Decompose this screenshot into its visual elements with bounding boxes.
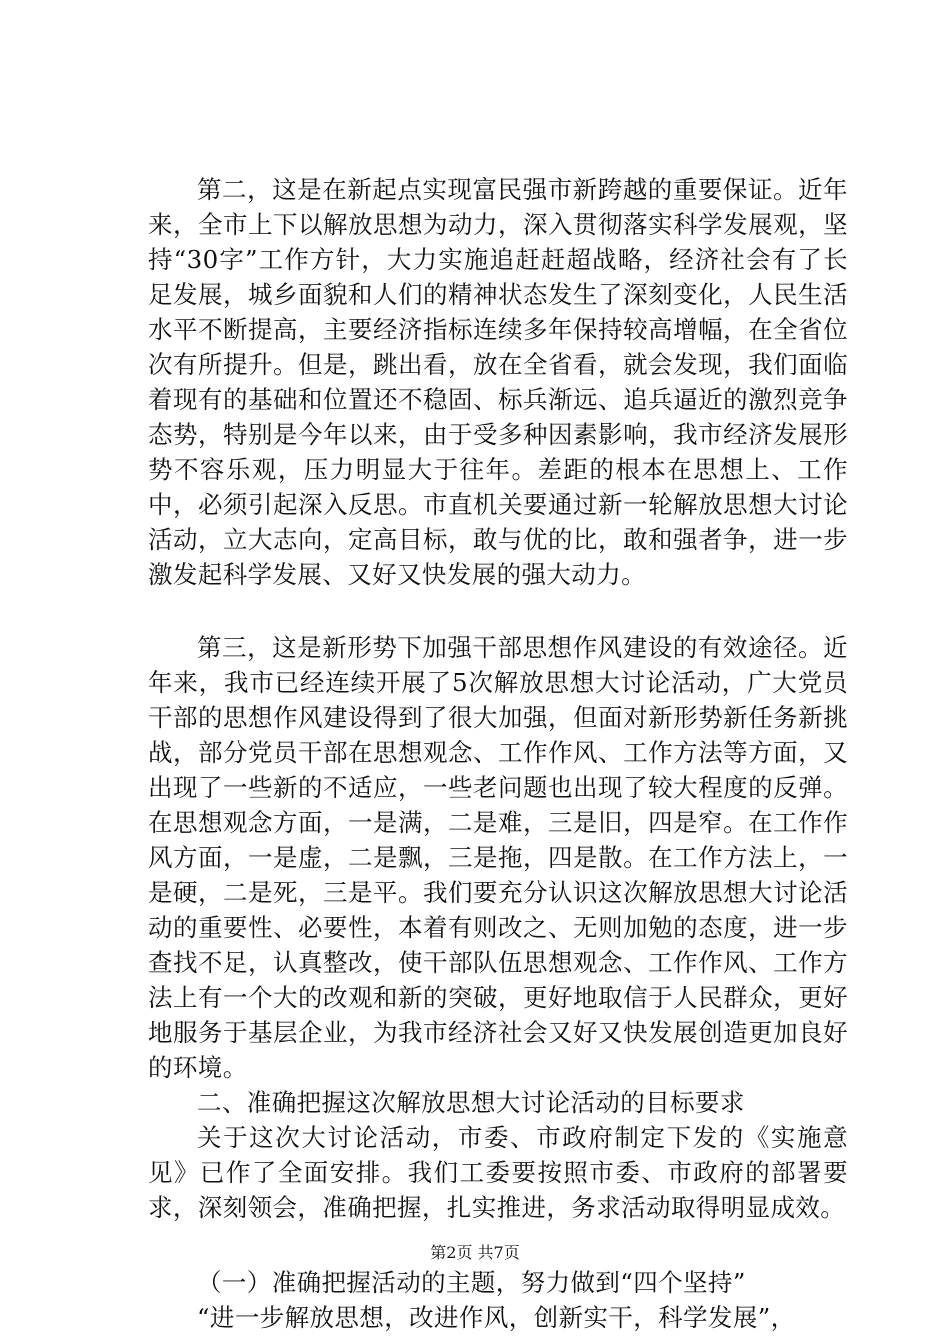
paragraph-implementation-opinion: 关于这次大讨论活动，市委、市政府制定下发的《实施意见》已作了全面安排。我们工委要按照市委、市政府的部署要求，深刻领会，准确把握，扎实推进，务求活动取得明显成效。 [148, 1123, 848, 1222]
section-heading-two: 二、准确把握这次解放思想大讨论活动的目标要求 [197, 1088, 745, 1117]
document-body [148, 172, 848, 1335]
subsection-heading-one: （一）准确把握活动的主题，努力做到“四个坚持” [197, 1268, 746, 1297]
paragraph-third-point: 第三，这是新形势下加强干部思想作风建设的有效途径。近年来，我市已经连续开展了5次解放思想大讨论活动，广大党员干部的思想作风建设得到了很大加强，但面对新形势新任务新挑战，部分党员干部在思想观念、工作作风、工作方法等方面，又出现了一些新的不适应，一些老问题也出现了较大程度的反弹。在思想观念方面，一是满，二是难，三是旧，四是窄。在工作作风方面，一是虚，二是飘，三是拖，四是散。在工作方法上，一是硬，二是死，三是平。我们要充分认识这次解放思想大讨论活动的重要性、必要性，本着有则改之、无则加勉的态度，进一步查找不足，认真整改，使干部队伍思想观念、工作作风、工作方法上有一个大的改观和新的突破，更好地取信于人民群众，更好地服务于基层企业，为我市经济社会又好又快发展创造更加良好的环境。 [148, 633, 848, 1082]
paragraph-second-point: 第二，这是在新起点实现富民强市新跨越的重要保证。近年来，全市上下以解放思想为动力，深入贯彻落实科学发展观，坚持“30字”工作方针，大力实施追赶赶超战略，经济社会有了长足发展，城乡面貌和人们的精神状态发生了深刻变化，人民生活水平不断提高，主要经济指标连续多年保持较高增幅，在全省位次有所提升。但是，跳出看，放在全省看，就会发现，我们面临着现有的基础和位置还不稳固、标兵渐远、追兵逼近的激烈竞争态势，特别是今年以来，由于受多种因素影响，我市经济发展形势不容乐观，压力明显大于往年。差距的根本在思想上、工作中，必须引起深入反思。市直机关要通过新一轮解放思想大讨论活动，立大志向，定高目标，敢与优的比，敢和强者争，进一步激发起科学发展、又好又快发展的强大动力。 [148, 175, 848, 589]
page-number-footer: 第2页 共7页 [430, 1243, 520, 1262]
paragraph-theme-quote: “进一步解放思想，改进作风，创新实干，科学发展”， [197, 1303, 796, 1332]
paragraph-spacer [148, 592, 848, 630]
